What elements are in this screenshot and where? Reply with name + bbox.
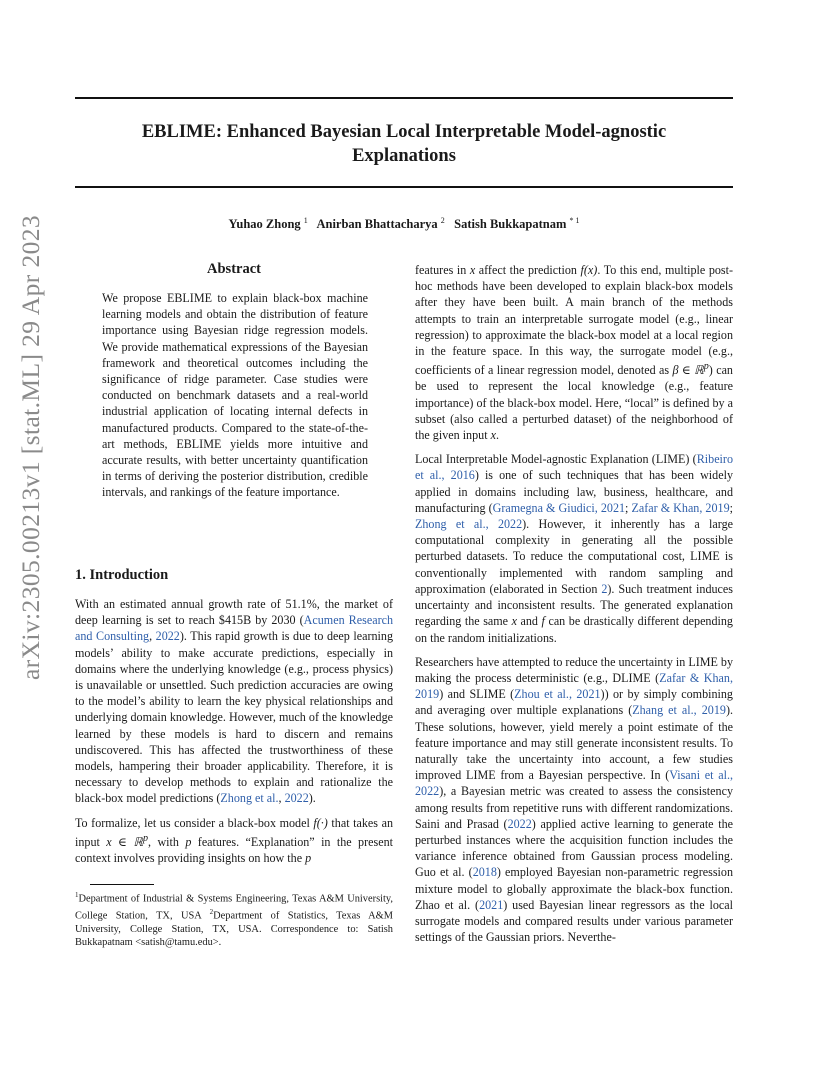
citation-link[interactable]: 2022 bbox=[155, 629, 180, 644]
text: ). bbox=[308, 791, 316, 806]
author-name: Yuhao Zhong bbox=[228, 217, 301, 232]
text: , bbox=[149, 629, 156, 644]
title-bottom-rule bbox=[75, 186, 733, 188]
text: affect the prediction bbox=[475, 263, 581, 277]
citation-link[interactable]: 2021 bbox=[479, 897, 504, 912]
text: , with bbox=[148, 834, 186, 849]
text: ; bbox=[729, 500, 733, 515]
citation-link[interactable]: Zhong et al., 2022 bbox=[415, 517, 523, 532]
text: )) or by simply combining and averaging over multiple explanations ( bbox=[415, 687, 733, 718]
citation-link[interactable]: 2022 bbox=[284, 791, 309, 806]
author-affil: 2 bbox=[440, 216, 445, 225]
top-rule bbox=[75, 97, 733, 99]
math: f(·) bbox=[313, 815, 328, 830]
text: ) and SLIME ( bbox=[439, 687, 515, 702]
text: Local Interpretable Model-agnostic Explanation (LIME) ( bbox=[415, 452, 697, 467]
math: x bbox=[511, 614, 517, 629]
text: and bbox=[516, 614, 542, 629]
text: ). This rapid growth is due to deep learning models’ ability to make accurate predictions, especially in domains where the underlying knowledge (e.g., process physics) is unavailable or unsettled. Such prediction accuracies are owing to the model’s ability to learn the key physical relationships and underlying domain knowledge. However, much of the knowledge learned by these models is hard to discern and remains undiscovered. This has affected the trustworthiness of these models, hampering their broader applicability. Therefore, it is necessary to develop methods to explain and rationalize the black-box model predictions ( bbox=[75, 629, 393, 806]
citation-link[interactable]: Zhou et al., 2021 bbox=[514, 687, 601, 702]
section-heading: 1. Introduction bbox=[75, 567, 169, 583]
abstract-heading: Abstract bbox=[207, 261, 261, 277]
abstract-text: We propose EBLIME to explain black-box machine learning models and obtain the distribution of feature importance using Bayesian ridge regression models. We provide mathematical expressions of the Bayesian framework and theoretical outcomes including the significance of ridge parameter. Case studies were conducted on benchmark datasets and a real-world industrial application of locating internal defects in manufactured products. Compared to the state-of-the-art methods, EBLIME yields more intuitive and accurate results, with better uncertainty quantification in terms of deriving the posterior distribution, credible intervals, and rankings of the feature importance. bbox=[102, 291, 368, 500]
author-list bbox=[75, 216, 733, 232]
math: p bbox=[305, 851, 312, 866]
title-line-1: EBLIME: Enhanced Bayesian Local Interpretable Model-agnostic bbox=[141, 122, 667, 142]
text: features. “Explanation” in the present context involves providing insights on how the bbox=[75, 834, 393, 866]
citation-link[interactable]: Visani et al., 2022 bbox=[415, 768, 733, 799]
text: ). Such treatment induces uncertainty and inconsistent results. The generated explanation regarding the same bbox=[415, 581, 733, 629]
text: ). However, it inherently has a large computational complexity in generating all the possible perturbed datasets. To reduce the computational cost, LIME is conventionally implemented with random sampling and approximation (elaborated in Section bbox=[415, 517, 733, 596]
math: x bbox=[490, 428, 496, 443]
text: ) used Bayesian linear regressors as the local surrogate models and compared results under various parameter settings of the Gaussian priors. Neverthe- bbox=[415, 897, 733, 945]
intro-left-column bbox=[75, 596, 393, 874]
footnote-mark: 1 bbox=[75, 891, 79, 899]
section-ref-link[interactable]: 2 bbox=[601, 581, 608, 596]
text: Department of Industrial & Systems Engineering, Texas A&M University, College Station, TX, USA bbox=[75, 893, 393, 922]
text: With an estimated annual growth rate of 51.1%, the market of deep learning is set to reach $415B by 2030 ( bbox=[75, 597, 393, 628]
math: x ∈ ℝ bbox=[106, 834, 143, 849]
math: f(x) bbox=[580, 263, 598, 277]
math: f bbox=[541, 614, 545, 629]
citation-link[interactable]: Gramegna & Giudici, 2021 bbox=[492, 500, 626, 515]
text: ) is one of such techniques that has been widely applied in domains including law, business, healthcare, and manufacturing ( bbox=[415, 468, 733, 515]
paper-title bbox=[75, 120, 733, 168]
citation-link[interactable]: Acumen Research and Consulting bbox=[75, 613, 394, 644]
citation-link[interactable]: Ribeiro et al., 2016 bbox=[415, 452, 733, 483]
math: p bbox=[142, 832, 149, 844]
math: p bbox=[185, 834, 192, 849]
math: p bbox=[703, 361, 709, 373]
paragraph bbox=[415, 451, 733, 645]
text: Researchers have attempted to reduce the uncertainty in LIME by making the process deterministic (e.g., DLIME ( bbox=[415, 654, 734, 685]
paragraph bbox=[415, 262, 733, 443]
affiliation-footnote bbox=[75, 889, 393, 949]
text: ) employed Bayesian non-parametric regression mixture model to globally approximate the black-box function. Zhao et al. ( bbox=[415, 865, 733, 912]
citation-link[interactable]: Zafar & Khan, 2019 bbox=[415, 670, 733, 702]
author-name: Anirban Bhattacharya bbox=[316, 217, 438, 232]
author-affil: 1 bbox=[303, 216, 308, 225]
math: x bbox=[469, 263, 476, 277]
text: Department of Statistics, Texas A&M University, College Station, TX, USA. Correspondence to: Satish Bukkapatnam <satish@tamu.edu>. bbox=[75, 910, 393, 948]
author-affil: * 1 bbox=[569, 216, 580, 225]
footnote-rule bbox=[90, 884, 154, 885]
text: ) can be used to represent the local knowledge (e.g., feature importance) of the black-box model. Here, “local” is defined by a subset (also called a perturbed dataset) of the neighborhood of the given input bbox=[415, 363, 733, 443]
citation-link[interactable]: Zafar & Khan, 2019 bbox=[631, 500, 730, 515]
paragraph bbox=[75, 815, 393, 867]
text: To formalize, let us consider a black-box model bbox=[75, 815, 314, 830]
text: features in bbox=[415, 263, 470, 277]
footnote-mark: 2 bbox=[209, 907, 214, 916]
text: ). These solutions, however, yield merely a point estimate of the feature importance and may still generate inconsistent results. To naturally take the uncertainty into account, a few studies improved LIME from a Bayesian perspective. In ( bbox=[415, 703, 733, 783]
citation-link[interactable]: Zhong et al. bbox=[220, 791, 279, 806]
text: ) applied active learning to generate the perturbed instances where the acquisition function includes the variance inference obtained from Gaussian process modeling. Guo et al. ( bbox=[415, 816, 733, 880]
title-line-2: Explanations bbox=[352, 146, 456, 166]
text: ; bbox=[625, 500, 632, 515]
author-name: Satish Bukkapatnam bbox=[454, 217, 567, 232]
paragraph bbox=[415, 654, 733, 946]
citation-link[interactable]: Zhang et al., 2019 bbox=[632, 703, 726, 718]
text: , bbox=[278, 791, 285, 806]
text: . To this end, multiple post-hoc methods have been developed to explain black-box models after they have been built. A main branch of the methods attempts to train an interpretable surrogate model (e.g., linear regression) to approximate the black-box model at a local region in the feature space. In this way, the surrogate model (e.g., coefficients of a linear regression model, denoted as bbox=[415, 263, 734, 378]
intro-right-column bbox=[415, 262, 733, 953]
math: β ∈ ℝ bbox=[672, 363, 704, 378]
citation-link[interactable]: 2018 bbox=[472, 865, 497, 880]
text: . bbox=[495, 428, 499, 443]
text: can be drastically different depending on the random initializations. bbox=[415, 614, 733, 645]
citation-link[interactable]: 2022 bbox=[507, 816, 532, 831]
text: that takes an input bbox=[75, 815, 393, 849]
arxiv-identifier[interactable]: arXiv:2305.00213v1 [stat.ML] 29 Apr 2023 bbox=[16, 214, 45, 680]
paragraph bbox=[75, 596, 393, 807]
text: ), a Bayesian metric was created to assess the consistency among results from repetitive runs with different randomizations. Saini and Prasad ( bbox=[415, 784, 733, 831]
